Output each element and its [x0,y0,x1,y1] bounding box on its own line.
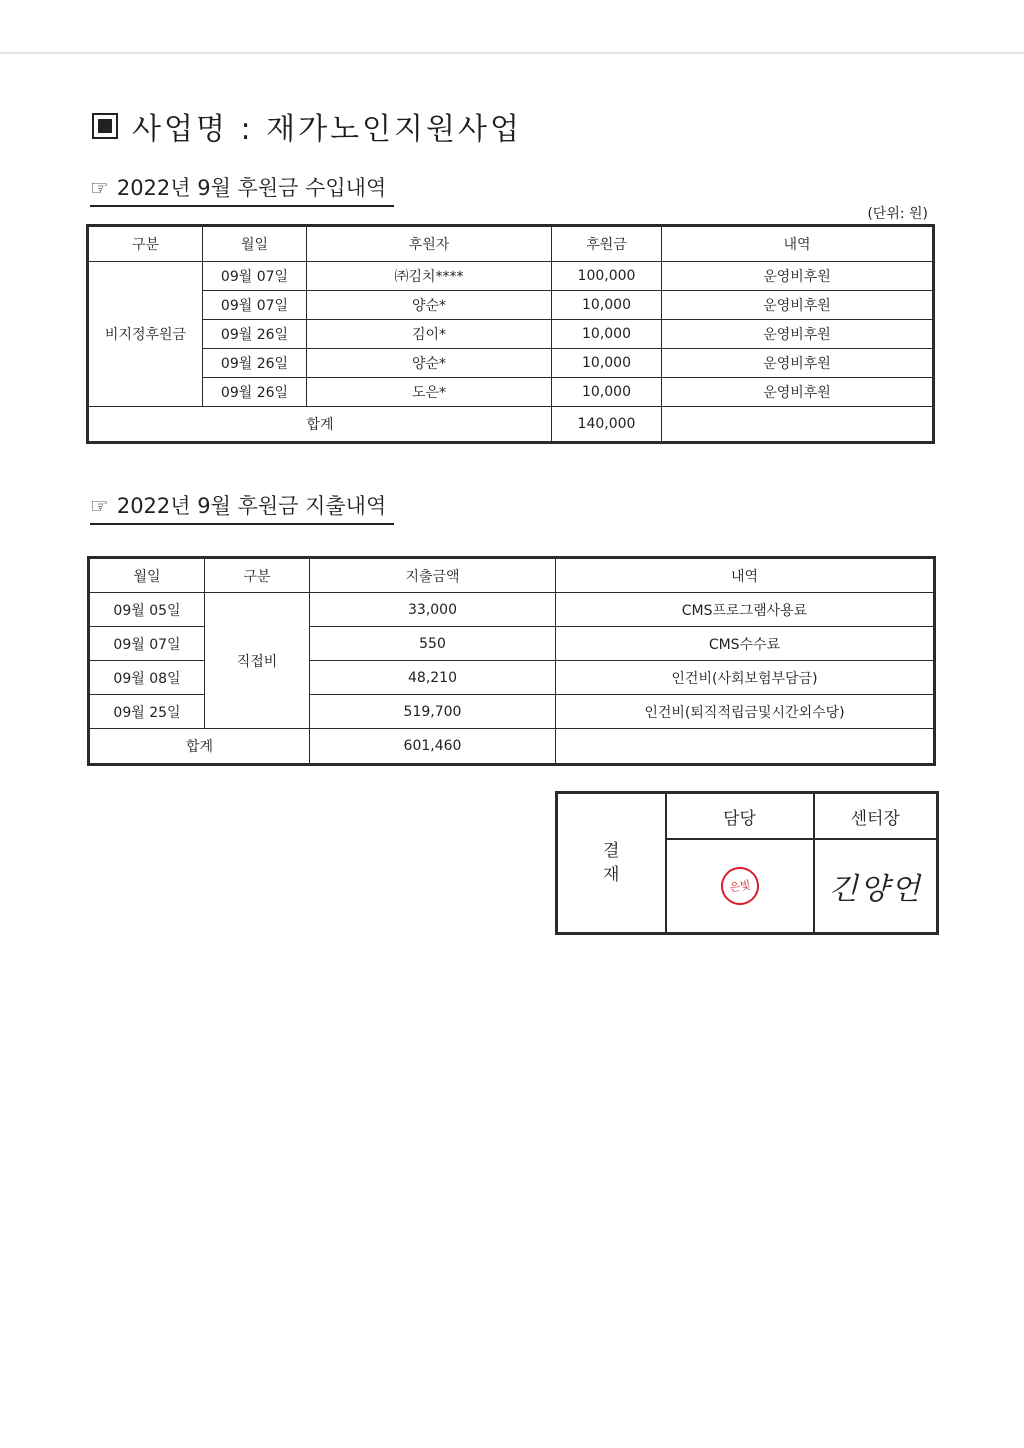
income-table [86,224,935,444]
approval-manager-header: 담당 [666,793,814,840]
income-heading [90,172,394,207]
expense-total-label: 합계 [89,729,310,765]
expense-total-desc [556,729,935,765]
income-total-desc [662,407,934,443]
income-donor: 양순* [307,349,552,378]
income-heading-text: 2022년 9월 후원금 수입내역 [116,176,387,200]
income-desc: 운영비후원 [662,349,934,378]
scan-edge-line [0,52,1024,54]
income-amount: 10,000 [552,320,662,349]
expense-amount: 519,700 [310,695,556,729]
income-header-desc: 내역 [662,226,934,262]
expense-category-cell: 직접비 [205,593,310,729]
table-row [89,593,935,627]
table-row [88,320,934,349]
expense-amount: 550 [310,627,556,661]
income-desc: 운영비후원 [662,262,934,291]
income-date: 09월 07일 [203,262,307,291]
income-date: 09월 07일 [203,291,307,320]
income-amount: 10,000 [552,291,662,320]
approval-label-line1: 결 [603,841,620,861]
pointing-hand-icon: ☞ [90,176,109,200]
table-row [88,378,934,407]
income-amount: 10,000 [552,349,662,378]
income-header-row [88,226,934,262]
expense-date: 09월 05일 [89,593,205,627]
income-desc: 운영비후원 [662,291,934,320]
income-amount: 100,000 [552,262,662,291]
approval-box [555,791,939,935]
approval-label-line2: 재 [603,865,620,885]
unit-note: (단위: 원) [867,206,928,222]
expense-total-row [89,729,935,765]
table-row [88,262,934,291]
expense-header-category: 구분 [205,558,310,593]
expense-header-row [89,558,935,593]
expense-amount: 33,000 [310,593,556,627]
approval-director-header: 센터장 [814,793,938,840]
expense-table [87,556,936,766]
income-date: 09월 26일 [203,320,307,349]
income-date: 09월 26일 [203,349,307,378]
seal-stamp: 은빛 [718,865,761,908]
approval-manager-cell [666,839,814,934]
expense-total-amount: 601,460 [310,729,556,765]
table-row [88,349,934,378]
square-bullet-icon [92,113,118,139]
income-desc: 운영비후원 [662,378,934,407]
income-header-date: 월일 [203,226,307,262]
table-row [88,291,934,320]
income-donor: 도은* [307,378,552,407]
expense-date: 09월 07일 [89,627,205,661]
income-donor: 양순* [307,291,552,320]
income-donor: 김이* [307,320,552,349]
expense-header-date: 월일 [89,558,205,593]
approval-label [557,793,666,934]
expense-header-desc: 내역 [556,558,935,593]
income-category-cell: 비지정후원금 [88,262,203,407]
income-amount: 10,000 [552,378,662,407]
approval-director-cell [814,839,938,934]
income-total-label: 합계 [88,407,552,443]
expense-amount: 48,210 [310,661,556,695]
expense-heading [90,490,394,525]
expense-desc: 인건비(사회보험부담금) [556,661,935,695]
expense-date: 09월 08일 [89,661,205,695]
income-total-amount: 140,000 [552,407,662,443]
expense-desc: CMS수수료 [556,627,935,661]
director-signature: 긴양언 [828,872,922,907]
expense-date: 09월 25일 [89,695,205,729]
page-title [92,104,522,148]
page-title-text: 사업명 : 재가노인지원사업 [132,112,522,147]
income-donor: ㈜김치**** [307,262,552,291]
expense-header-amount: 지출금액 [310,558,556,593]
income-header-category: 구분 [88,226,203,262]
pointing-hand-icon: ☞ [90,494,109,518]
income-date: 09월 26일 [203,378,307,407]
expense-desc: CMS프로그램사용료 [556,593,935,627]
income-desc: 운영비후원 [662,320,934,349]
income-header-donor: 후원자 [307,226,552,262]
expense-desc: 인건비(퇴직적립금및시간외수당) [556,695,935,729]
expense-heading-text: 2022년 9월 후원금 지출내역 [116,494,387,518]
income-total-row [88,407,934,443]
income-header-amount: 후원금 [552,226,662,262]
